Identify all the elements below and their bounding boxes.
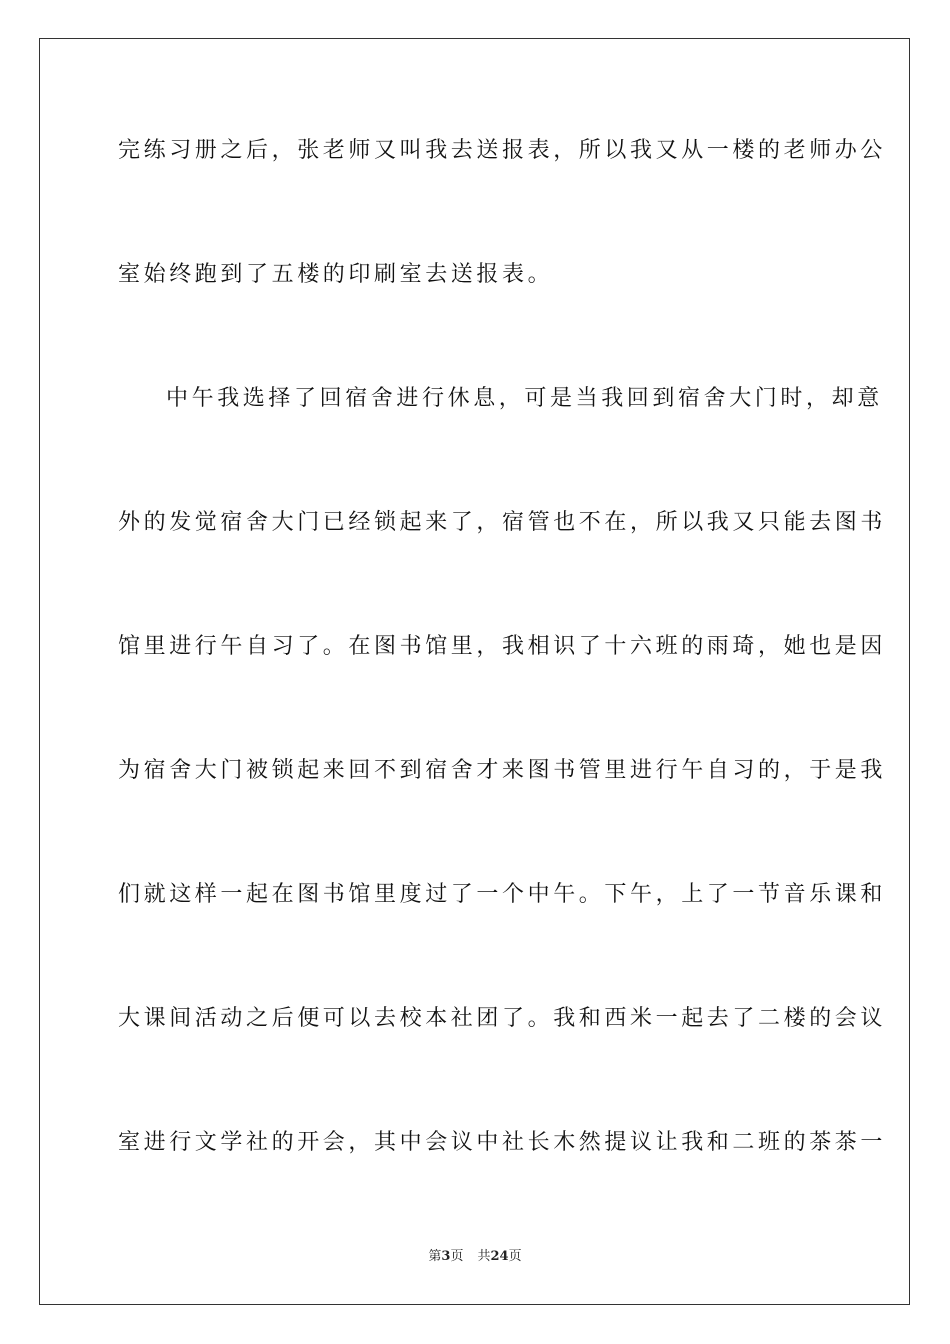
body-text-line: 外的发觉宿舍大门已经锁起来了，宿管也不在，所以我又只能去图书 (118, 510, 887, 535)
body-text-line: 完练习册之后，张老师又叫我去送报表，所以我又从一楼的老师办公 (118, 138, 887, 163)
page-border (39, 38, 910, 1305)
total-pages: 24 (490, 1249, 509, 1264)
total-prefix: 共 (477, 1249, 491, 1264)
page-suffix: 页 (450, 1249, 464, 1264)
body-text-line: 室进行文学社的开会，其中会议中社长木然提议让我和二班的茶茶一 (118, 1130, 887, 1155)
total-suffix: 页 (508, 1249, 522, 1264)
body-text-line: 们就这样一起在图书馆里度过了一个中午。下午，上了一节音乐课和 (118, 882, 887, 907)
body-text-line: 馆里进行午自习了。在图书馆里，我相识了十六班的雨琦，她也是因 (118, 634, 887, 659)
page-prefix: 第 (428, 1249, 442, 1264)
page-number: 3 (441, 1249, 451, 1264)
page-footer (0, 1248, 950, 1266)
paragraph-start-line: 中午我选择了回宿舍进行休息，可是当我回到宿舍大门时，却意 (166, 386, 883, 411)
body-text-line: 大课间活动之后便可以去校本社团了。我和西米一起去了二楼的会议 (118, 1006, 887, 1031)
body-text-line: 室始终跑到了五楼的印刷室去送报表。 (118, 262, 554, 287)
body-text-line: 为宿舍大门被锁起来回不到宿舍才来图书管里进行午自习的，于是我 (118, 758, 887, 783)
